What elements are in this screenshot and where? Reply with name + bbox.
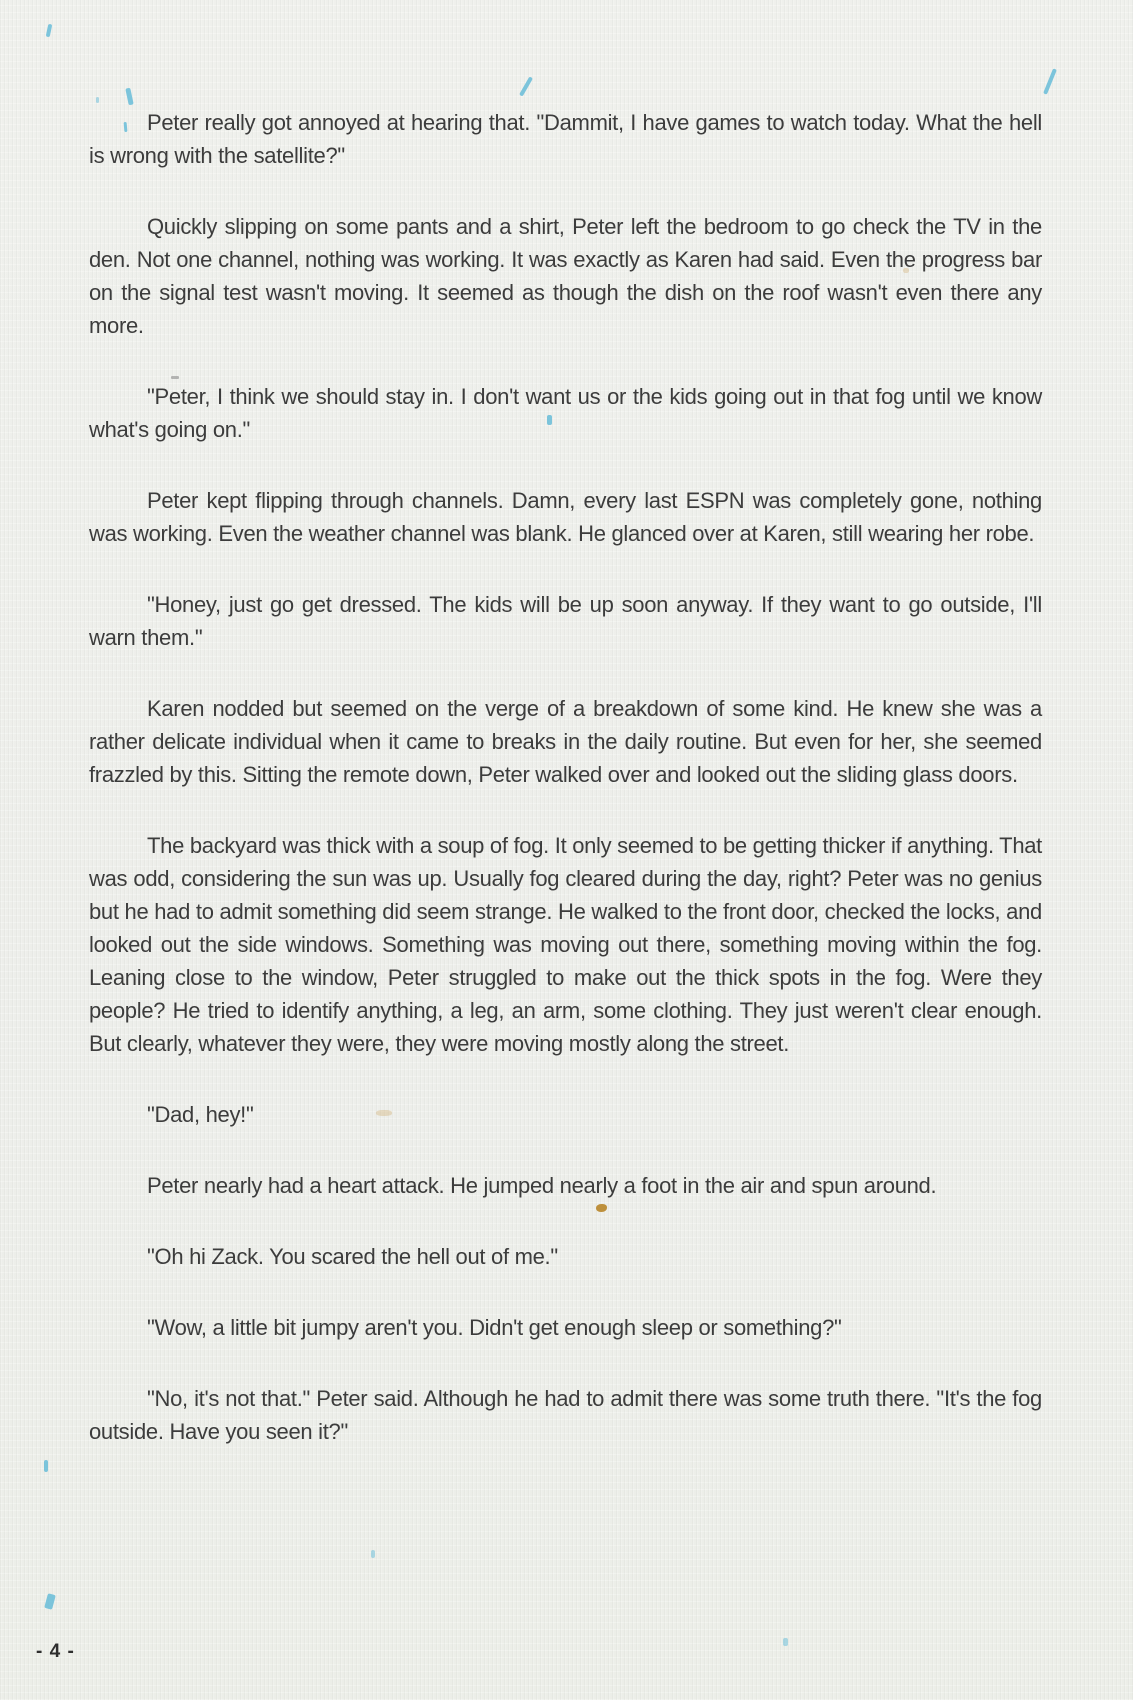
- paper-fiber: [783, 1638, 788, 1646]
- paragraph: "No, it's not that." Peter said. Although he had to admit there was some truth there. "It's the fog outside. Have you seen it?": [89, 1386, 1042, 1444]
- paragraph: "Honey, just go get dressed. The kids will be up soon anyway. If they want to go outside, I'll warn them.": [89, 592, 1042, 650]
- paragraph: Karen nodded but seemed on the verge of a breakdown of some kind. He knew she was a rather delicate individual when it came to breaks in the daily routine. But even for her, she seemed frazzled by this. Sitting the remote down, Peter walked over and looked out the sliding glass doors.: [89, 696, 1042, 787]
- paragraph: The backyard was thick with a soup of fog. It only seemed to be getting thicker if anything. That was odd, considering the sun was up. Usually fog cleared during the day, right? Peter was no genius but he had to admit something did seem strange. He walked to the front door, checked the locks, and looked out the side windows. Something was moving out there, something moving within the fog. Leaning close to the window, Peter struggled to make out the thick spots in the fog. Were they people? He tried to identify anything, a leg, an arm, some clothing. They just weren't clear enough. But clearly, whatever they were, they were moving mostly along the street.: [89, 833, 1042, 1056]
- page-number: - 4 -: [36, 1641, 75, 1662]
- paper-fiber: [44, 1593, 56, 1610]
- paragraph: "Dad, hey!": [147, 1102, 254, 1127]
- paragraph: "Peter, I think we should stay in. I don't want us or the kids going out in that fog until we know what's going on.": [89, 384, 1042, 442]
- paragraph: Peter kept flipping through channels. Damn, every last ESPN was completely gone, nothing was working. Even the weather channel was blank. He glanced over at Karen, still wearing her robe.: [89, 488, 1042, 546]
- paragraph: "Oh hi Zack. You scared the hell out of me.": [147, 1244, 558, 1269]
- paper-fiber: [371, 1550, 375, 1558]
- paragraph: Peter really got annoyed at hearing that. "Dammit, I have games to watch today. What the hell is wrong with the satellite?": [89, 110, 1042, 168]
- paragraph: Peter nearly had a heart attack. He jumped nearly a foot in the air and spun around.: [147, 1173, 937, 1198]
- paragraph: Quickly slipping on some pants and a shirt, Peter left the bedroom to go check the TV in the den. Not one channel, nothing was working. It was exactly as Karen had said. Even the progress bar on the signal test wasn't moving. It seemed as though the dish on the roof wasn't even there any more.: [89, 214, 1042, 338]
- paragraph: "Wow, a little bit jumpy aren't you. Didn't get enough sleep or something?": [147, 1315, 842, 1340]
